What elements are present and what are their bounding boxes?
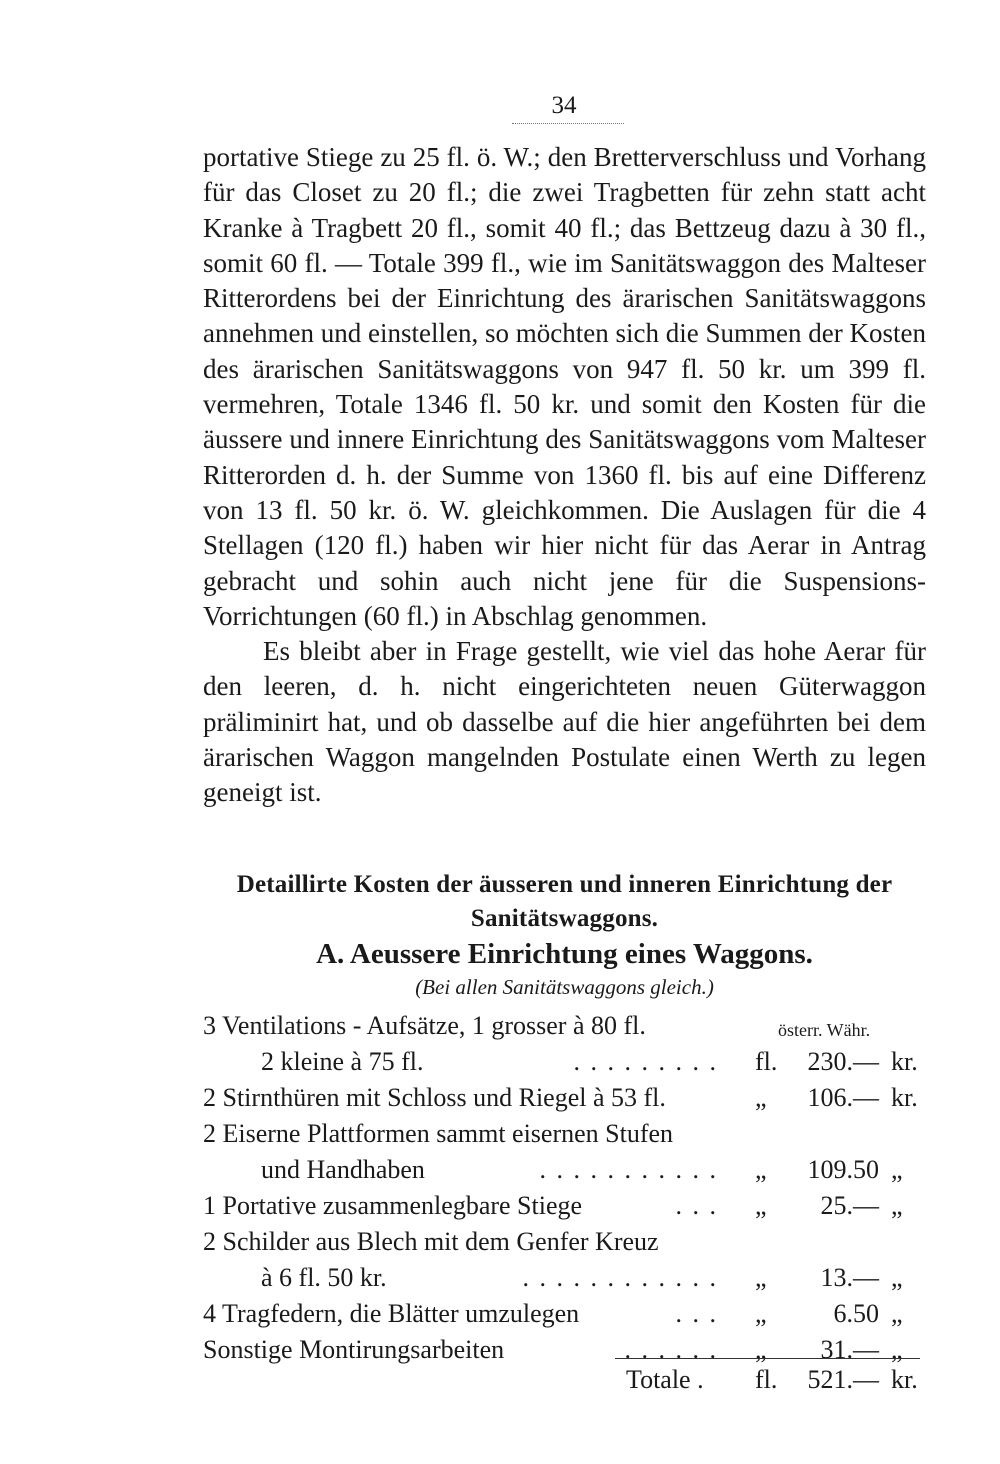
cost-row-amount: 230.— xyxy=(807,1047,879,1076)
cost-table xyxy=(203,1008,926,1368)
cost-row-unit: „ xyxy=(755,1155,767,1184)
section-subheading: A. Aeussere Einrichtung eines Waggons. xyxy=(316,938,813,970)
cost-row xyxy=(203,1224,926,1260)
leader-dots: . . . . . . . . . . . . xyxy=(522,1263,718,1292)
cost-row-currency: „ xyxy=(891,1335,903,1364)
cost-row-description: 3 Ventilations - Aufsätze, 1 grosser à 80 fl. xyxy=(203,1011,646,1040)
cost-row-description: 4 Tragfedern, die Blätter umzulegen xyxy=(203,1299,580,1328)
cost-row-currency: „ xyxy=(891,1155,903,1184)
paragraph-1: portative Stiege zu 25 fl. ö. W.; den Bretterverschluss und Vorhang für das Closet zu 20 fl.; die zwei Tragbetten für zehn statt acht Kranke à Tragbett 20 fl., somit 40 fl.; das Bettzeug dazu à 30 fl., somit 60 fl. — Totale 399 fl., wie im Sanitätswaggon des Malteser Ritterordens bei der Einrichtung des ärarischen Sanitätswaggons annehmen und einstellen, so möchten sich die Summen der Kosten des ärarischen Sanitätswaggons von 947 fl. 50 kr. um 399 fl. vermehren, Totale 1346 fl. 50 kr. und somit den Kosten für die äussere und innere Einrichtung des Sanitätswaggons vom Malteser Ritterorden d. h. der Summe von 1360 fl. bis auf eine Differenz von 13 fl. 50 kr. ö. W. gleichkommen. Die Auslagen für die 4 Stellagen (120 fl.) haben wir hier nicht für das Aerar in Antrag gebracht und sohin auch nicht jene für die Suspensions-Vorrichtungen (60 fl.) in Abschlag genommen. xyxy=(203,142,926,631)
section-heading: Detaillirte Kosten der äusseren und inneren Einrichtung der Sanitätswaggons. xyxy=(236,871,893,932)
leader-dots: . . . xyxy=(675,1191,718,1220)
leader-dots: . . . . . . . . . xyxy=(573,1047,718,1076)
cost-row-unit: „ xyxy=(755,1299,767,1328)
cost-row xyxy=(203,1044,926,1080)
cost-row xyxy=(203,1116,926,1152)
currency-header: österr. Währ. xyxy=(778,1020,871,1040)
cost-row-description: Sonstige Montirungsarbeiten xyxy=(203,1335,505,1364)
cost-row xyxy=(203,1008,926,1044)
cost-row-currency: kr. xyxy=(891,1047,918,1076)
cost-row-currency: „ xyxy=(891,1299,903,1328)
leader-dots: . . . . . . . . . . . xyxy=(539,1155,718,1184)
leader-dots: . . . xyxy=(675,1299,718,1328)
cost-row-description: 2 Eiserne Plattformen sammt eisernen Stufen xyxy=(203,1119,674,1148)
total-amount: 521.— xyxy=(807,1365,879,1394)
total-rule xyxy=(615,1358,920,1359)
cost-row-currency: „ xyxy=(891,1263,903,1292)
cost-row-unit: „ xyxy=(755,1083,767,1112)
cost-row-description: 2 Schilder aus Blech mit dem Genfer Kreuz xyxy=(203,1227,659,1256)
cost-row-description: 2 Stirnthüren mit Schloss und Riegel à 53 fl. xyxy=(203,1083,666,1112)
cost-row xyxy=(203,1188,926,1224)
cost-row-amount: 13.— xyxy=(820,1263,879,1292)
cost-row-unit: fl. xyxy=(755,1047,778,1076)
cost-row-amount: 25.— xyxy=(820,1191,879,1220)
cost-row-amount: 6.50 xyxy=(833,1299,879,1328)
cost-row-amount: 109.50 xyxy=(807,1155,879,1184)
total-label: Totale . xyxy=(626,1365,704,1394)
cost-row xyxy=(203,1152,926,1188)
cost-row-currency: kr. xyxy=(891,1083,918,1112)
cost-row-unit: „ xyxy=(755,1263,767,1292)
body-text xyxy=(203,140,926,811)
cost-row-unit: „ xyxy=(755,1191,767,1220)
total-currency: kr. xyxy=(891,1365,918,1394)
cost-row xyxy=(203,1260,926,1296)
cost-row xyxy=(203,1296,926,1332)
total-row xyxy=(203,1362,926,1398)
page-number-rule xyxy=(512,123,624,124)
cost-row-amount: 31.— xyxy=(820,1335,879,1364)
cost-row-description: 1 Portative zusammenlegbare Stiege xyxy=(203,1191,583,1220)
cost-row-amount: 106.— xyxy=(807,1083,879,1112)
cost-row-description: 2 kleine à 75 fl. xyxy=(261,1047,424,1076)
section-note: (Bei allen Sanitätswaggons gleich.) xyxy=(415,975,714,999)
total-unit: fl. xyxy=(755,1365,778,1394)
page-number: 34 xyxy=(551,92,577,119)
cost-row-unit: „ xyxy=(755,1335,767,1364)
cost-row xyxy=(203,1080,926,1116)
cost-row-description: à 6 fl. 50 kr. xyxy=(261,1263,387,1292)
cost-row-currency: „ xyxy=(891,1191,903,1220)
leader-dots: . . . . . . xyxy=(624,1335,718,1364)
cost-row-description: und Handhaben xyxy=(261,1155,425,1184)
paragraph-2: Es bleibt aber in Frage gestellt, wie viel das hohe Aerar für den leeren, d. h. nicht eingerichteten neuen Güterwaggon präliminirt hat, und ob dasselbe auf die hier angeführten bei dem ärarischen Waggon mangelnden Postulate einen Werth zu legen geneigt ist. xyxy=(203,636,926,808)
